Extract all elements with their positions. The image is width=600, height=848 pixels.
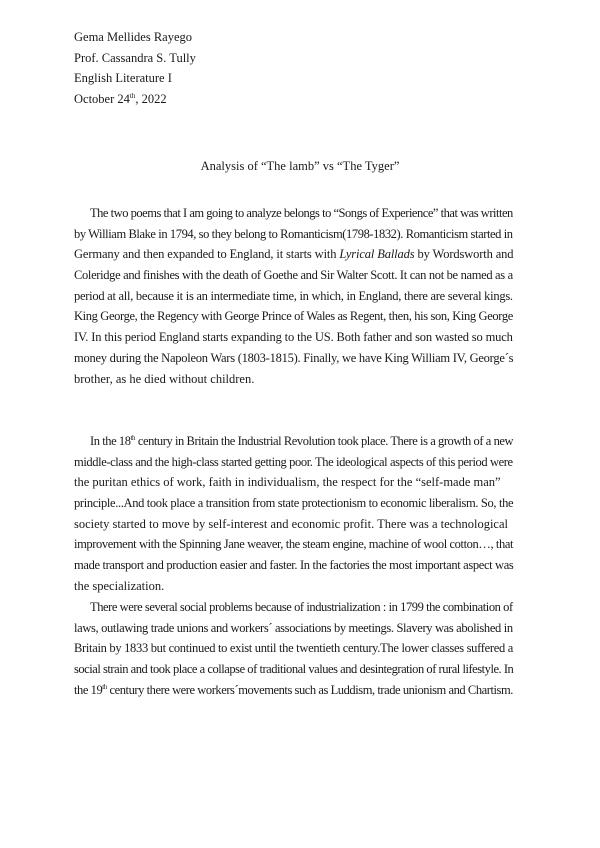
paragraph-line: the puritan ethics of work, faith in individualism, the respect for the “self-made man” bbox=[74, 475, 501, 490]
paragraph-line: made transport and production easier and faster. In the factories the most important aspect was bbox=[74, 558, 514, 573]
date: October 24th, 2022 bbox=[74, 91, 167, 106]
paragraph-line: by William Blake in 1794, so they belong to Romanticism(1798-1832). Romanticism started in bbox=[74, 226, 513, 241]
paragraph-line: middle-class and the high-class started getting poor. The ideological aspects of this period were bbox=[74, 454, 513, 469]
paragraph-line: IV. In this period England starts expanding to the US. Both father and son wasted so much bbox=[74, 330, 513, 345]
paragraph-line: In the 18th century in Britain the Industrial Revolution took place. There is a growth of a new bbox=[90, 434, 514, 448]
paragraph-1 bbox=[74, 203, 513, 389]
paragraph-line: Coleridge and finishes with the death of Goethe and Sir Walter Scott. It can not be named as a bbox=[74, 268, 513, 283]
paragraph-line: improvement with the Spinning Jane weaver, the steam engine, machine of wool cotton…, that bbox=[74, 537, 514, 552]
paragraph-line: society started to move by self-interest and economic profit. There was a technological bbox=[74, 516, 508, 531]
paragraph-line: King George, the Regency with George Prince of Wales as Regent, then, his son, King George bbox=[74, 309, 513, 324]
paragraph-line: laws, outlawing trade unions and workers´ associations by meetings. Slavery was abolished in bbox=[74, 620, 513, 635]
professor-name: Prof. Cassandra S. Tully bbox=[74, 50, 196, 65]
paragraph-line: brother, as he died without children. bbox=[74, 371, 255, 386]
paragraph-line: The two poems that I am going to analyze belongs to “Songs of Experience” that was written bbox=[90, 206, 513, 220]
paragraph-line: social strain and took place a collapse of traditional values and desintegration of rural lifestyle. In bbox=[74, 662, 514, 677]
paragraph-3 bbox=[74, 597, 513, 700]
course-name: English Literature I bbox=[74, 71, 172, 86]
paragraph-line: Germany and then expanded to England, it starts with Lyrical Ballads by Wordsworth and bbox=[74, 247, 514, 262]
document-header bbox=[74, 27, 196, 109]
paragraph-line: money during the Napoleon Wars (1803-1815). Finally, we have King William IV, George´s bbox=[74, 350, 514, 365]
paragraph-line: Britain by 1833 but continued to exist until the twentieth century.The lower classes suffered a bbox=[74, 641, 513, 656]
paragraph-line: the 19th century there were workers´movements such as Luddism, trade unionism and Chartism. bbox=[74, 682, 513, 697]
author-name: Gema Mellides Rayego bbox=[74, 30, 193, 44]
paragraph-2 bbox=[74, 431, 513, 597]
paragraph-line: There were several social problems because of industrialization : in 1799 the combination of bbox=[90, 600, 513, 614]
paragraph-line: the specialization. bbox=[74, 578, 165, 593]
paragraph-line: period at all, because it is an intermediate time, in which, in England, there are several kings. bbox=[74, 288, 513, 303]
essay-title: Analysis of “The lamb” vs “The Tyger” bbox=[200, 159, 400, 173]
paragraph-line: principle...And took place a transition from state protectionism to economic liberalism. So, the bbox=[74, 496, 514, 511]
